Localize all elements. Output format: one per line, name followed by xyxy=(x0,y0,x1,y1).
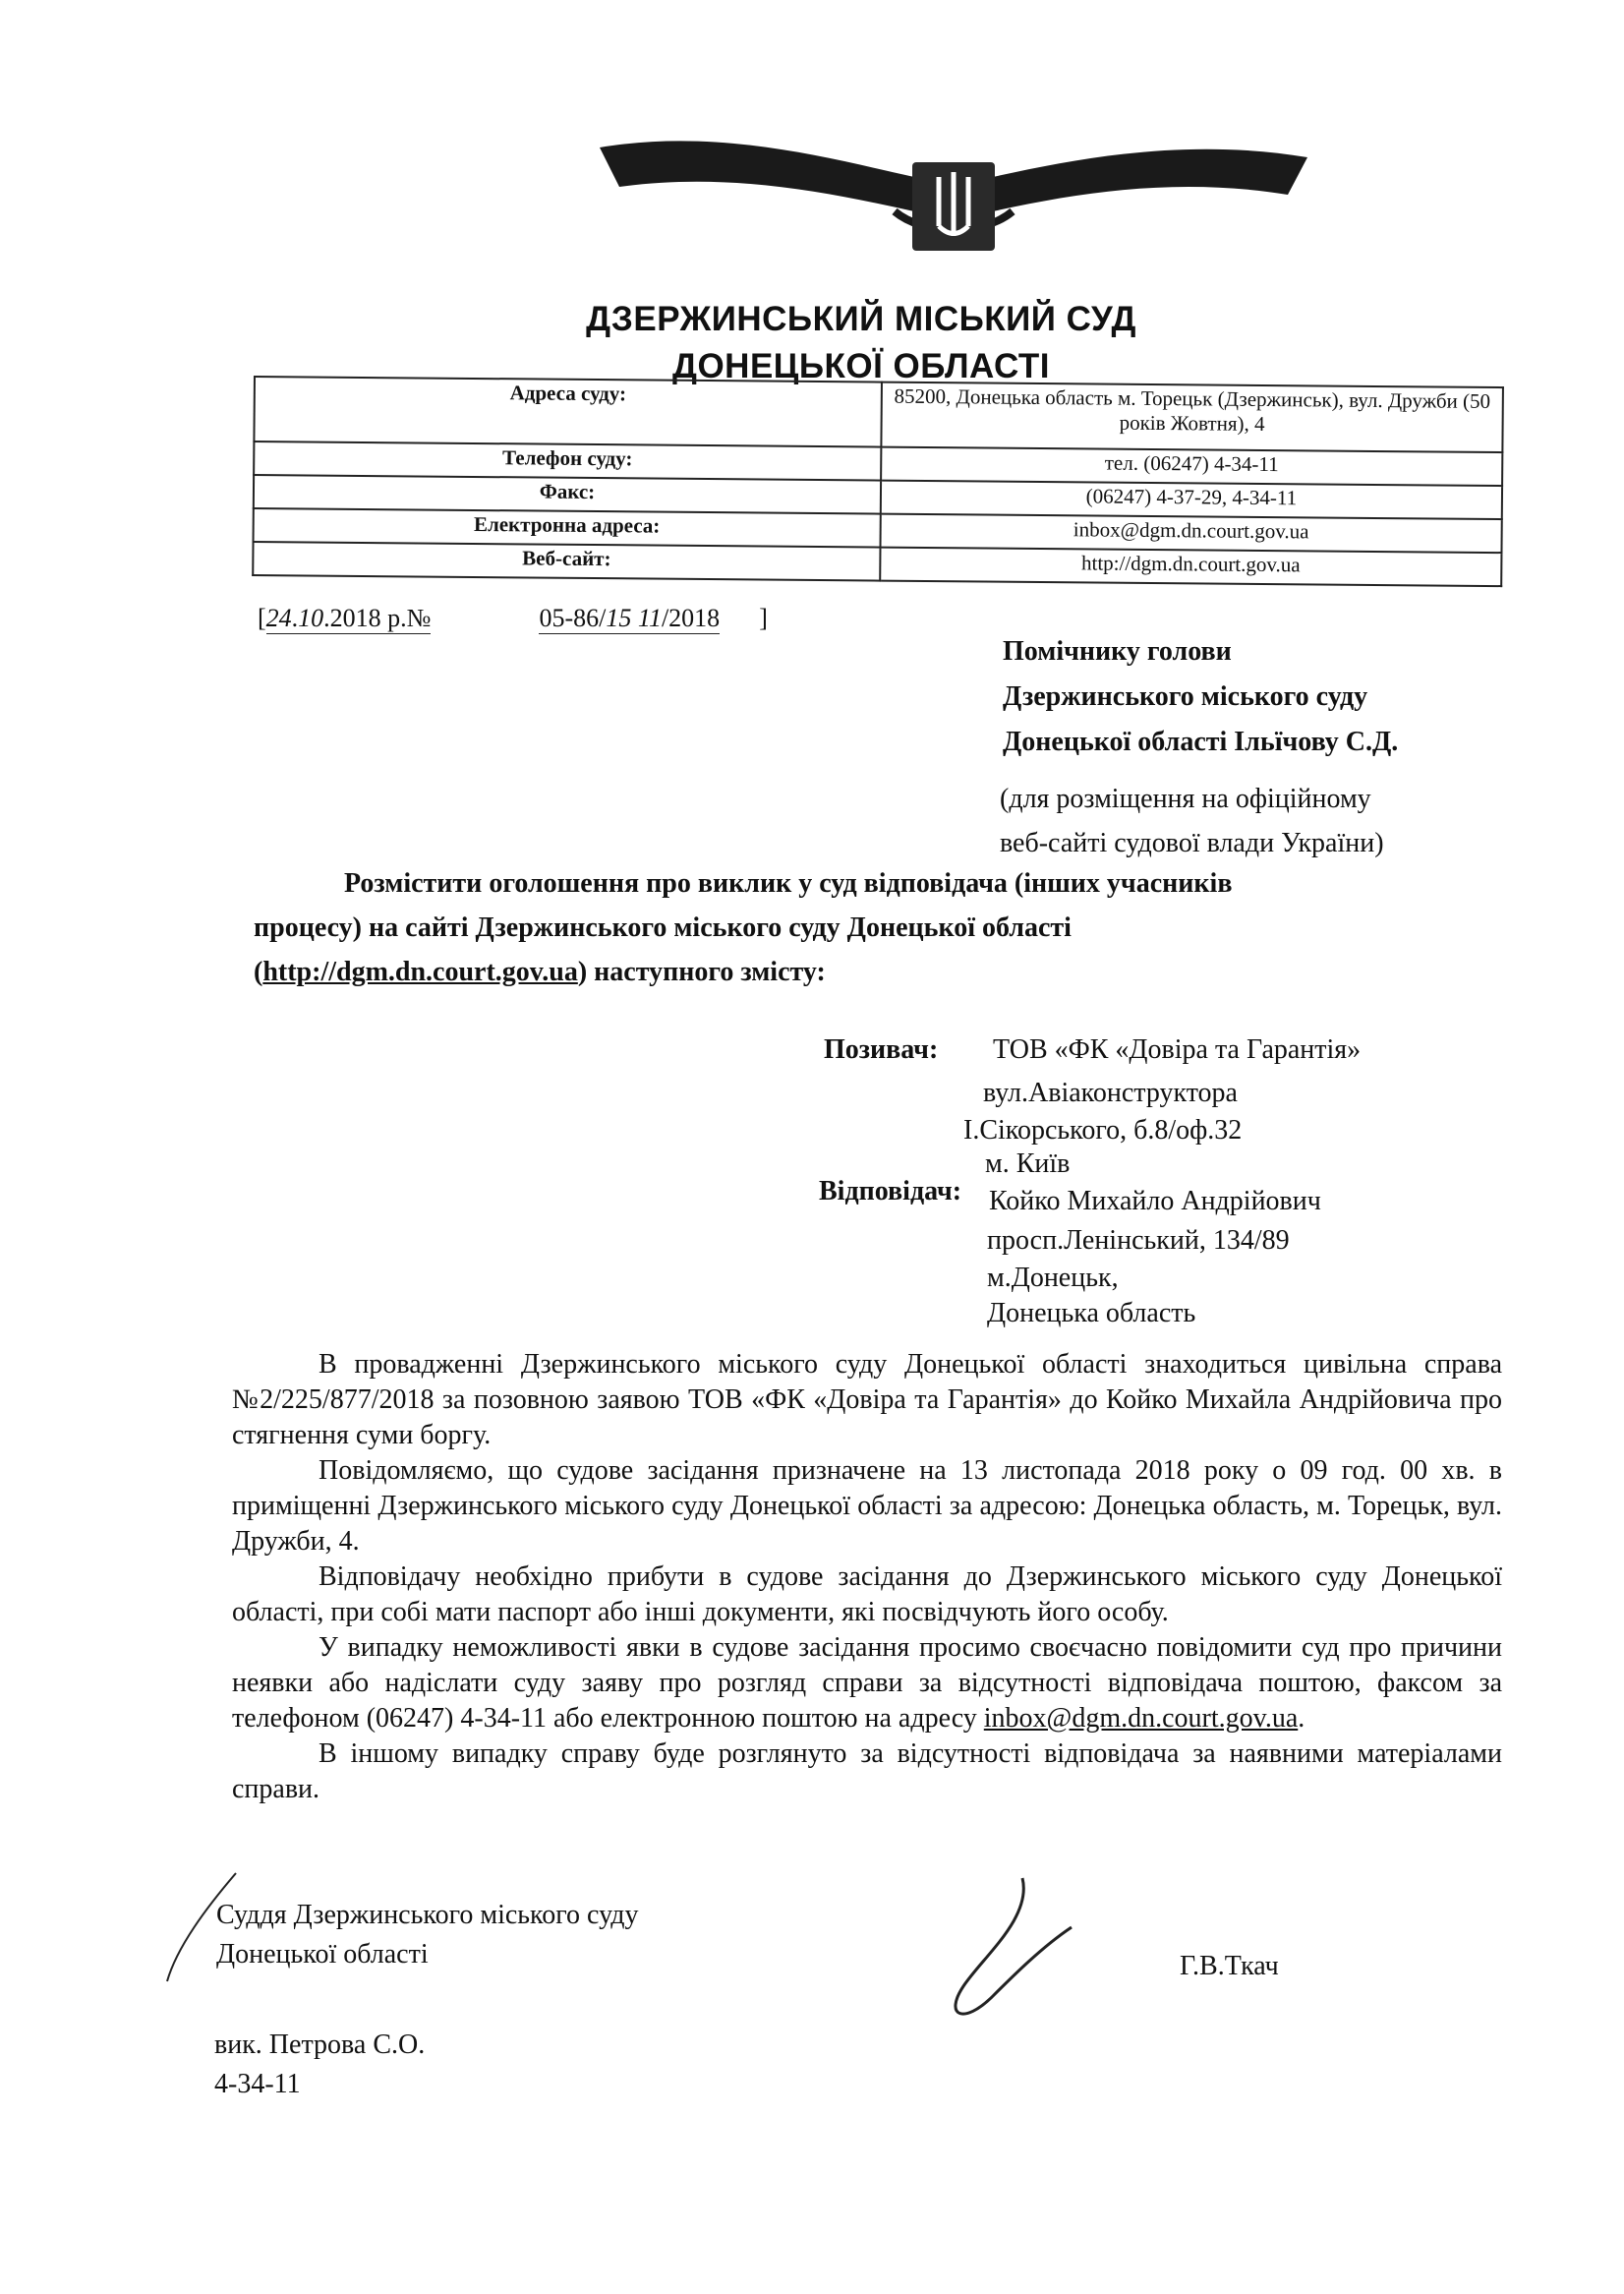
publish-note xyxy=(1000,777,1384,865)
intro-line2: процесу) на сайті Дзержинського міського суду Донецької області xyxy=(254,912,1072,943)
plaintiff-line2: вул.Авіаконструктора xyxy=(983,1078,1238,1108)
fax-value: (06247) 4-37-29, 4-34-11 xyxy=(881,481,1502,520)
signature-title-line1: Суддя Дзержинського міського суду xyxy=(216,1900,639,1930)
phone-label: Телефон суду: xyxy=(254,441,881,481)
email-label: Електронна адреса: xyxy=(254,508,881,548)
reg-number-suffix: /2018 xyxy=(661,604,721,632)
address-label: Адреса суду: xyxy=(254,377,882,447)
body-text xyxy=(232,1347,1502,1807)
defendant-line1: Койко Михайло Андрійович xyxy=(989,1186,1321,1216)
signatory-name: Г.В.Ткач xyxy=(1180,1951,1279,1981)
website-label: Веб-сайт: xyxy=(253,542,880,581)
reg-date-rest: .2018 р.№ xyxy=(323,604,432,632)
body-paragraph-2: Повідомляємо, що судове засідання призначене на 13 листопада 2018 року о 09 год. 00 хв. в приміщенні Дзержинського міського суду Донецької області за адресою: Донецька область, м. Торецьк, вул. Дружби, 4. xyxy=(232,1455,1502,1557)
intro-line3: (http://dgm.dn.court.gov.ua) наступного змісту: xyxy=(254,957,826,987)
court-email-link[interactable]: inbox@dgm.dn.court.gov.ua xyxy=(983,1703,1299,1734)
executor-block xyxy=(214,2026,425,2104)
defendant-line2: просп.Ленінський, 134/89 xyxy=(987,1225,1290,1256)
court-emblem xyxy=(600,118,1307,265)
body-paragraph-3: Відповідачу необхідно прибути в судове засідання до Дзержинського міського суду Донецької області, при собі мати паспорт або інші документи, які посвідчують його особу. xyxy=(232,1561,1502,1627)
phone-value: тел. (06247) 4-34-11 xyxy=(881,447,1502,487)
defendant-line3: м.Донецьк, xyxy=(987,1263,1119,1293)
plaintiff-line1: ТОВ «ФК «Довіра та Гарантія» xyxy=(993,1034,1362,1065)
intro-line1: Розмістити оголошення про виклик у суд відповідача (інших учасників xyxy=(344,868,1233,899)
publish-note-line1: (для розміщення на офіційному xyxy=(1000,784,1371,814)
body-paragraph-4-end: . xyxy=(1298,1703,1305,1734)
court-website-link[interactable]: http://dgm.dn.court.gov.ua xyxy=(262,957,578,987)
reg-month: 10 xyxy=(298,604,324,632)
website-value: http://dgm.dn.court.gov.ua xyxy=(880,548,1501,587)
bracket-open: [ xyxy=(258,604,266,632)
address-value: 85200, Донецька область м. Торецьк (Дзержинськ), вул. Дружби (50 років Жовтня), 4 xyxy=(881,382,1503,453)
plaintiff-line3: І.Сікорського, б.8/оф.32 xyxy=(963,1115,1243,1146)
body-paragraph-4-start: У випадку неможливості явки в судове засідання просимо своєчасно повідомити суд про причини неявки або надіслати суду заяву про розгляд справи за відсутності відповідача поштою, факсом за телефоном (06247) 4-34-11 або електронною поштою на адресу xyxy=(232,1632,1502,1734)
addressee-block xyxy=(1003,629,1398,765)
publish-note-line2: веб-сайті судової влади України) xyxy=(1000,828,1384,858)
plaintiff-label: Позивач: xyxy=(824,1034,939,1065)
email-value: inbox@dgm.dn.court.gov.ua xyxy=(881,514,1502,554)
court-contacts-table xyxy=(252,376,1504,587)
table-row xyxy=(254,377,1503,452)
reg-number-prefix: 05-86/ xyxy=(539,604,607,632)
court-name-line1: ДЗЕРЖИНСЬКИЙ МІСЬКИЙ СУД xyxy=(586,300,1136,338)
executor-phone: 4-34-11 xyxy=(214,2069,301,2099)
reg-dot: . xyxy=(291,604,299,632)
addressee-line2: Дзержинського міського суду xyxy=(1003,681,1368,712)
defendant-line4: Донецька область xyxy=(987,1298,1196,1328)
signature-title-line2: Донецької області xyxy=(216,1939,429,1970)
addressee-line1: Помічнику голови xyxy=(1003,636,1232,667)
plaintiff-line4: м. Київ xyxy=(985,1148,1071,1179)
executor-name: вик. Петрова С.О. xyxy=(214,2029,426,2060)
reg-number-handwritten: 15 11 xyxy=(606,604,662,632)
reg-day: 24 xyxy=(265,604,292,632)
fax-label: Факс: xyxy=(254,475,881,514)
bracket-close: ] xyxy=(759,604,768,632)
intro-paragraph xyxy=(254,861,1494,994)
handwritten-signature xyxy=(924,1868,1081,2035)
margin-pen-stroke xyxy=(157,1868,246,1986)
court-name-line2: ДОНЕЦЬКОЇ ОБЛАСТІ xyxy=(672,347,1050,385)
signature-block xyxy=(216,1896,639,1974)
defendant-label: Відповідач: xyxy=(819,1176,962,1206)
body-paragraph-5: В іншому випадку справу буде розглянуто за відсутності відповідача за наявними матеріалами справи. xyxy=(232,1738,1502,1804)
addressee-line3: Донецької області Ільїчову С.Д. xyxy=(1003,727,1399,757)
intro-line3-tail: ) наступного змісту: xyxy=(577,957,826,987)
registration-line xyxy=(258,604,768,634)
body-paragraph-1: В провадженні Дзержинського міського суду Донецької області знаходиться цивільна справа №2/225/877/2018 за позовною заявою ТОВ «ФК «Довіра та Гарантія» до Койко Михайла Андрійовича про стягнення суми боргу. xyxy=(232,1349,1502,1450)
body-paragraph-4 xyxy=(232,1630,1502,1736)
